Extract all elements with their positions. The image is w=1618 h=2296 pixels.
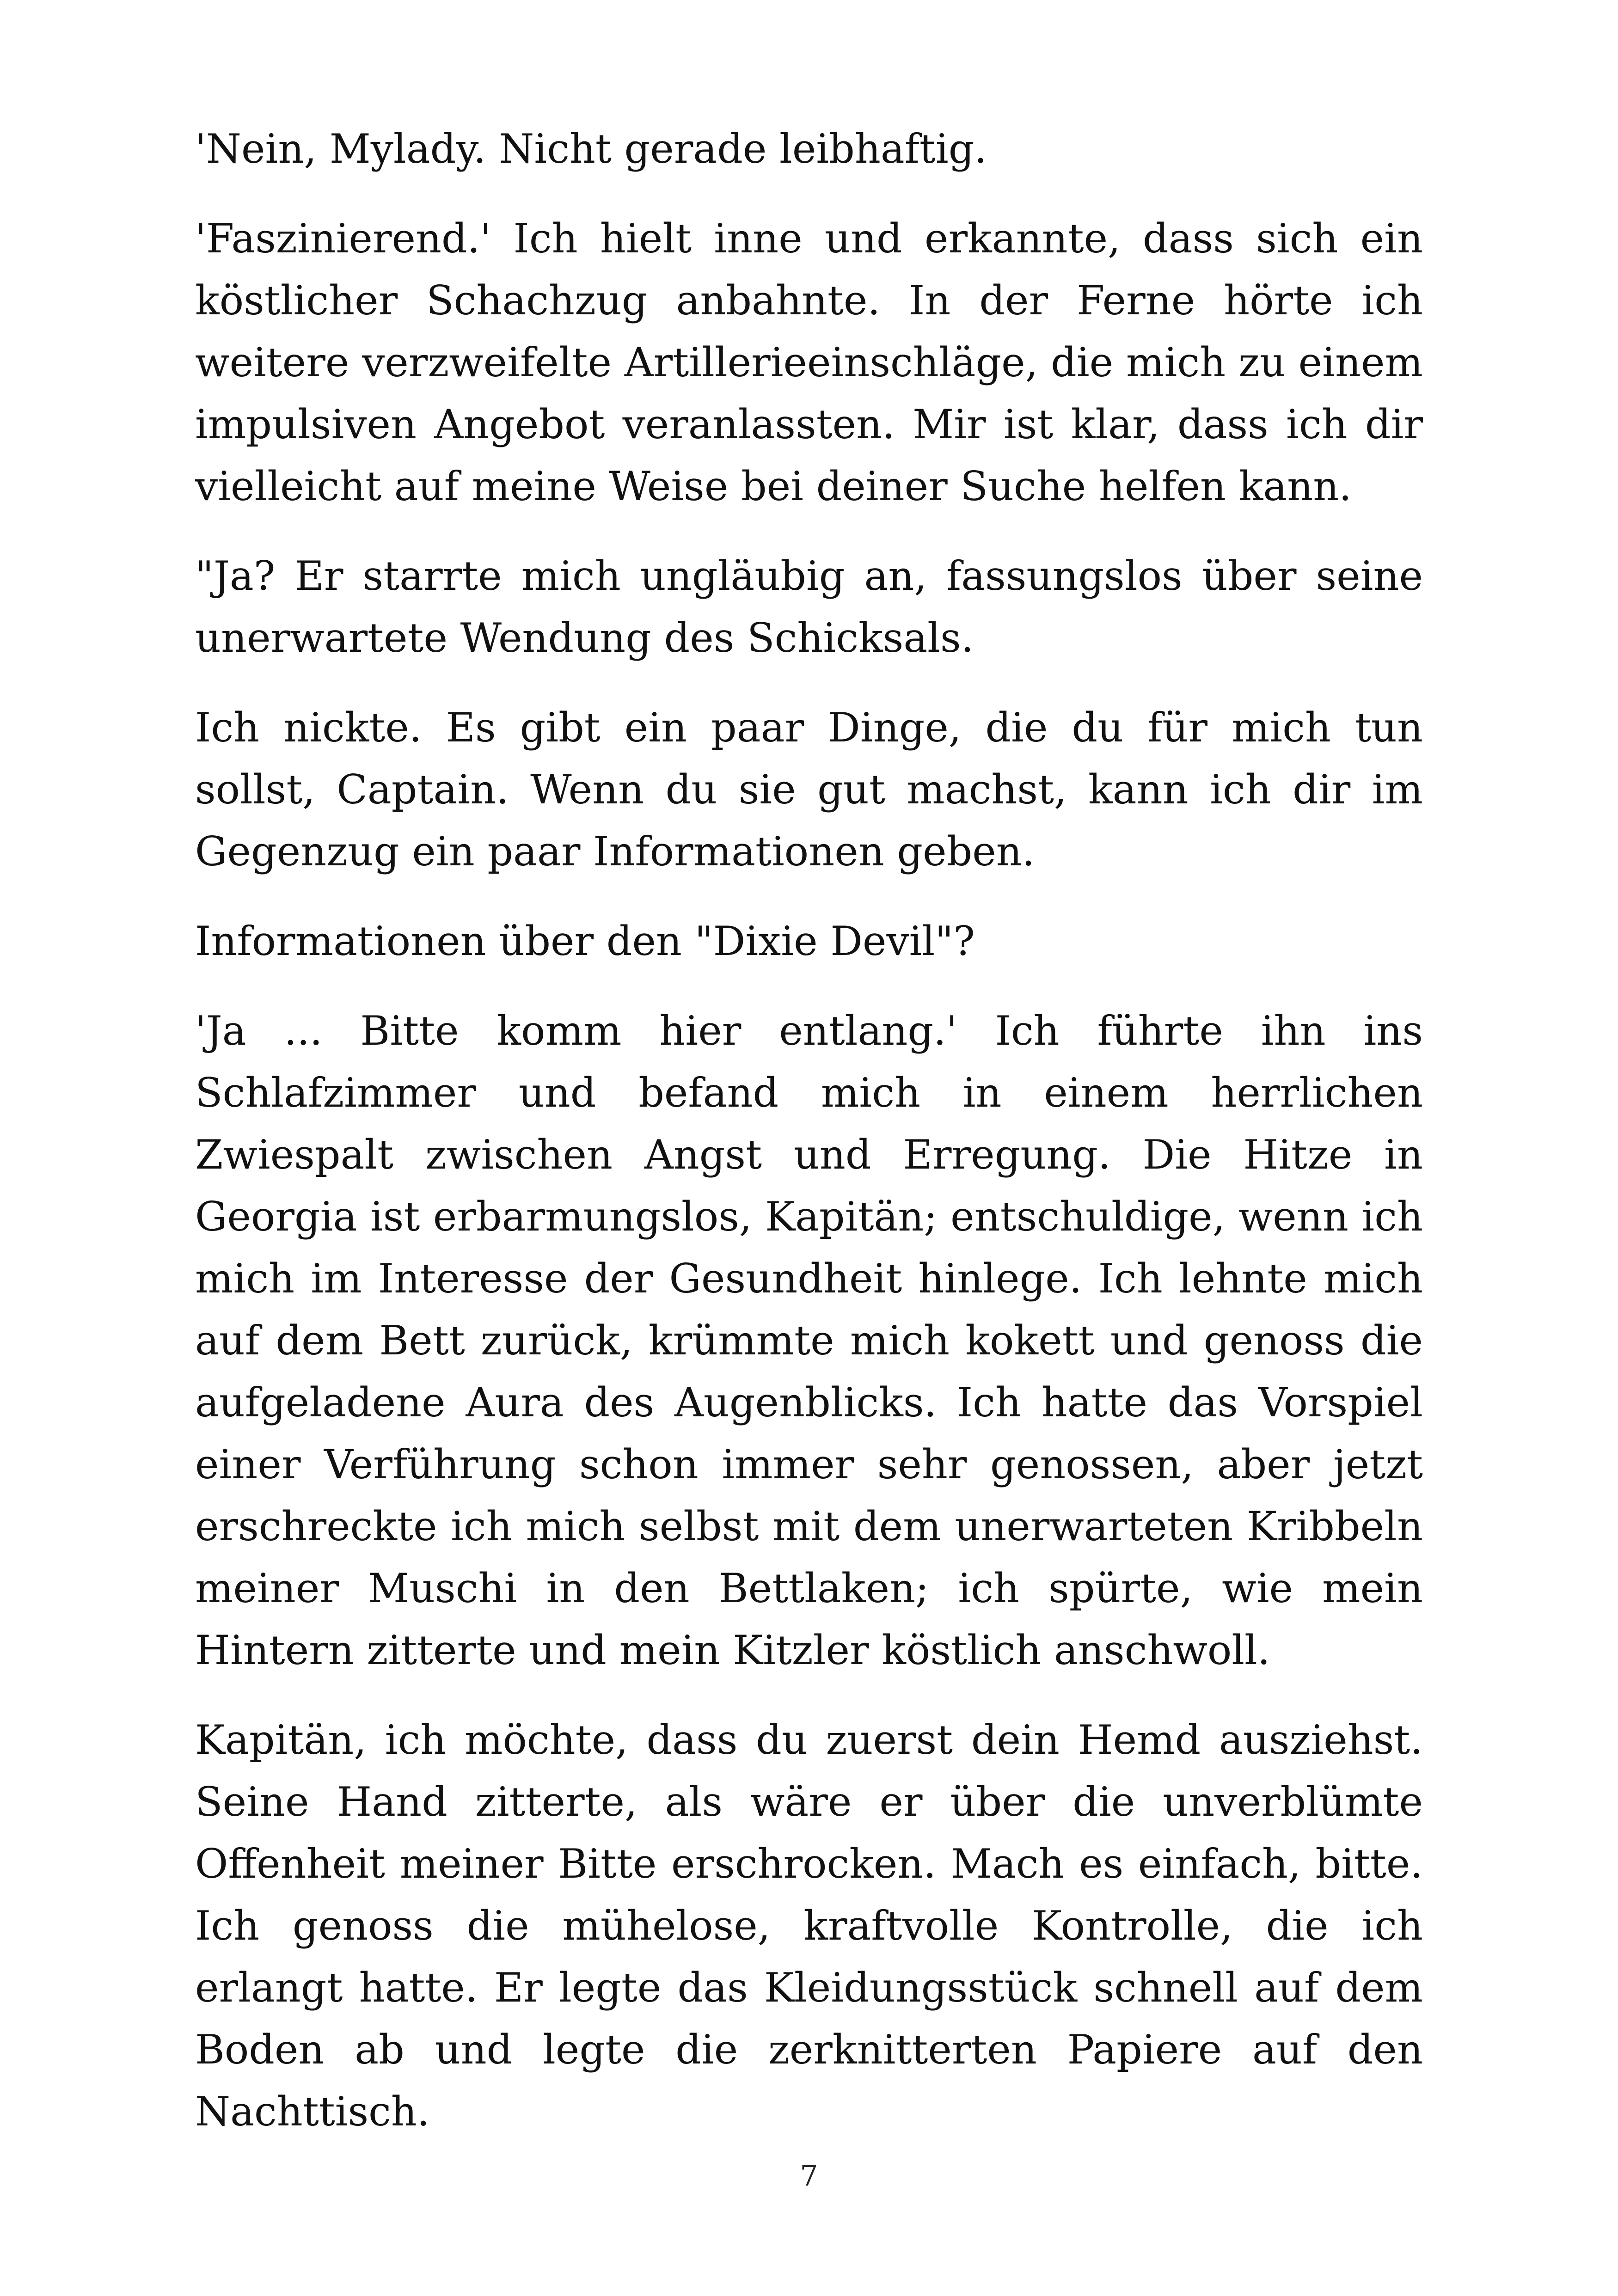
paragraph-2: 'Faszinierend.' Ich hielt inne und erkannte, dass sich ein köstlicher Schachzug anbahnte. In der Ferne hörte ich weitere verzweifelte Artillerieeinschläge, die mich zu einem impulsiven Angebot veranlassten. Mir ist klar, dass ich dir vielleicht auf meine Weise bei deiner Suche helfen kann. <box>195 215 1423 510</box>
paragraph-6: 'Ja ... Bitte komm hier entlang.' Ich führte ihn ins Schlafzimmer und befand mich in einem herrlichen Zwiespalt zwischen Angst und Erregung. Die Hitze in Georgia ist erbarmungslos, Kapitän; entschuldige, wenn ich mich im Interesse der Gesundheit hinlege. Ich lehnte mich auf dem Bett zurück, krümmte mich kokett und genoss die aufgeladene Aura des Augenblicks. Ich hatte das Vorspiel einer Verführung schon immer sehr genossen, aber jetzt erschreckte ich mich selbst mit dem unerwarteten Kribbeln meiner Muschi in den Bettlaken; ich spürte, wie mein Hintern zitterte und mein Kitzler köstlich anschwoll. <box>195 1007 1423 1674</box>
page-body <box>195 118 1423 2170</box>
paragraph-4: Ich nickte. Es gibt ein paar Dinge, die du für mich tun sollst, Captain. Wenn du sie gut machst, kann ich dir im Gegenzug ein paar Informationen geben. <box>195 704 1423 875</box>
paragraph-5: Informationen über den "Dixie Devil"? <box>195 918 975 965</box>
paragraph-7: Kapitän, ich möchte, dass du zuerst dein Hemd ausziehst. Seine Hand zitterte, als wäre er über die unverblümte Offenheit meiner Bitte erschrocken. Mach es einfach, bitte. Ich genoss die mühelose, kraftvolle Kontrolle, die ich erlangt hatte. Er legte das Kleidungsstück schnell auf dem Boden ab und legte die zerknitterten Papiere auf den Nachttisch. <box>195 1716 1423 2135</box>
paragraph-3: "Ja? Er starrte mich ungläubig an, fassungslos über seine unerwartete Wendung des Schicksals. <box>195 552 1423 661</box>
paragraph-1: 'Nein, Mylady. Nicht gerade leibhaftig. <box>195 125 987 172</box>
page-number: 7 <box>800 2159 818 2192</box>
